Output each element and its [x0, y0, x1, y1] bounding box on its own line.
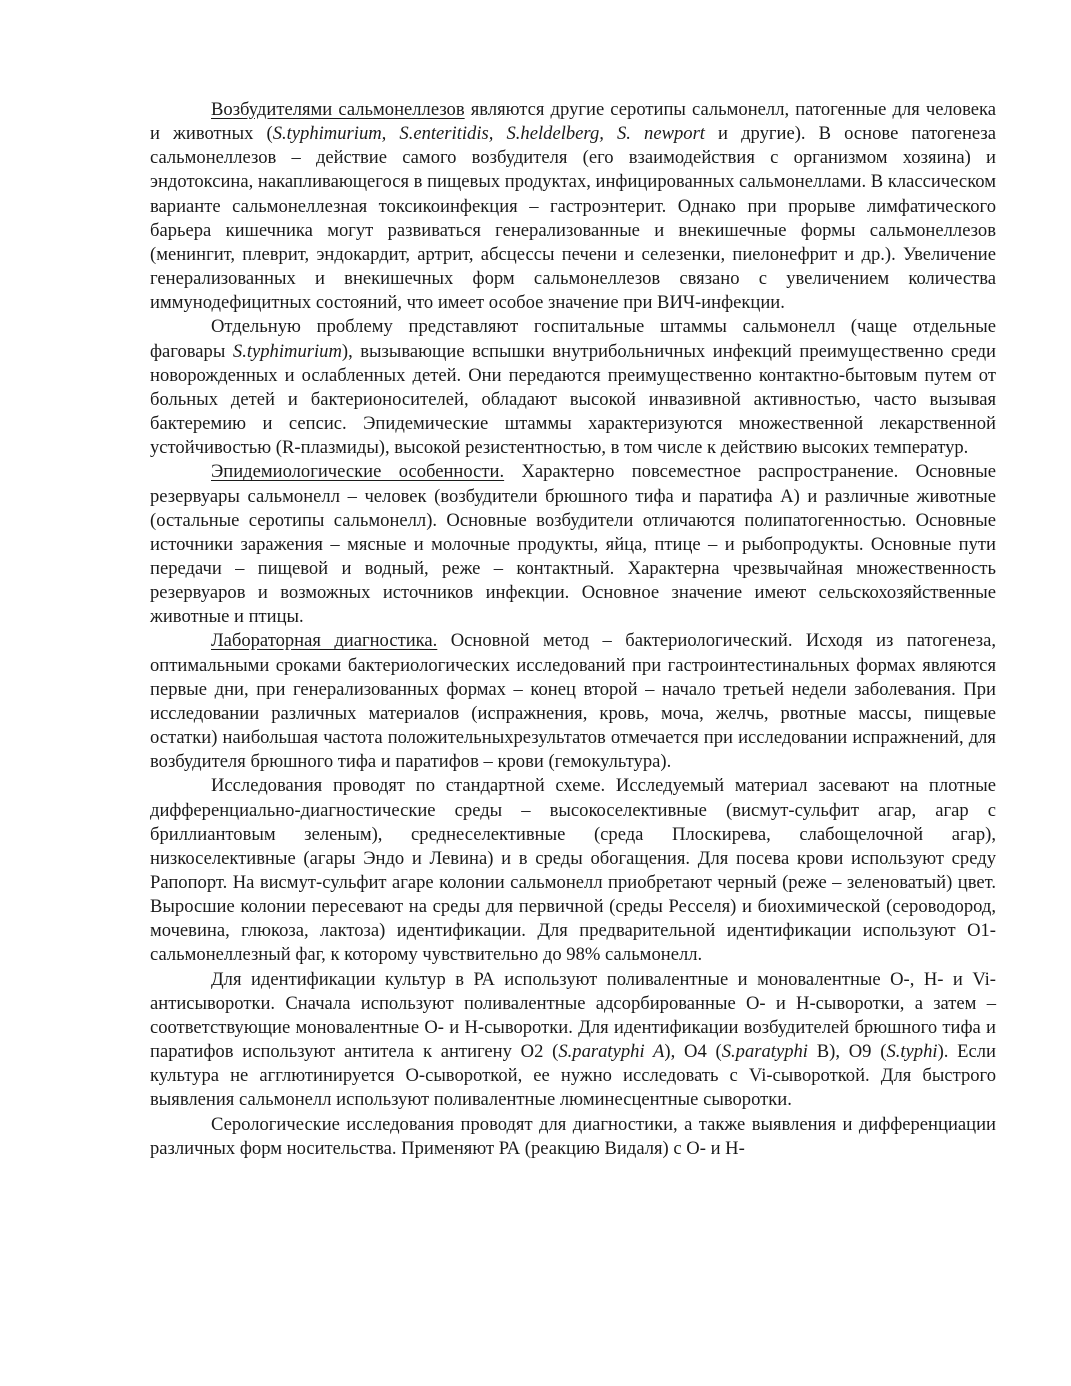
- text-run: ), вызывающие вспышки внутрибольничных инфекций преимущественно среди новорожденных и ослабленных детей. Они передаются преимущественно контактно-бытовым путем от больных детей и бактерионосителей, обладают высокой инвазивной активностью, часто вызывая бактеремию и сепсис. Эпидемические штаммы характеризуются множественной лекарственной устойчивостью (R-плазмиды), высокой резистентностью, в том числе к действию высоких температур.: [150, 340, 996, 459]
- text-run: Серологические исследования проводят для диагностики, а также выявления и дифференциации различных форм носительства. Применяют РА (реакцию Видаля) с О- и Н-: [150, 1113, 996, 1159]
- text-run: Основной метод – бактериологический. Исходя из патогенеза, оптимальными сроками бактериологических исследований при гастроинтестинальных формах являются первые дни, при генерализованных формах – конец второй – начало третьей недели заболевания. При исследовании различных материалов (испражнения, кровь, моча, желчь, рвотные массы, пищевые остатки) наибольшая частота положительныхрезультатов отмечается при исследовании испражнений, для возбудителя брюшного тифа и паратифов – крови (гемокультура).: [150, 630, 996, 773]
- species-name: S.paratyphi A: [558, 1041, 665, 1063]
- text-run: В), О9 (: [807, 1041, 887, 1063]
- paragraph-identification: [150, 968, 996, 1113]
- species-name: S.typhimurium: [232, 340, 342, 362]
- paragraph-lab-diagnostics: [150, 629, 996, 774]
- text-run: Характерно повсеместное распространение. Основные резервуары сальмонелл – человек (возбудители брюшного тифа и паратифа А) и различные животные (остальные серотипы сальмонелл). Основные возбудители отличаются полипатогенностью. Основные источники заражения – мясные и молочные продукты, яйца, птице – и рыбопродукты. Основные пути передачи – пищевой и водный, реже – контактный. Характерна чрезвычайная множественность резервуаров и возможных источников инфекции. Основное значение имеют сельскохозяйственные животные и птицы.: [150, 461, 996, 628]
- species-names: S.typhimurium, S.enteritidis, S.heldelberg, S. newport: [272, 123, 705, 145]
- species-name: S.typhi: [886, 1041, 938, 1063]
- text-run: Исследования проводят по стандартной схеме. Исследуемый материал засевают на плотные дифференциально-диагностические среды – высокоселективные (висмут-сульфит агар, агар с бриллиантовым зеленым), среднеселективные (среда Плоскирева, слабощелочной агар), низкоселективные (агары Эндо и Левина) и в среды обогащения. Для посева крови используют среду Рапопорт. На висмут-сульфит агаре колонии сальмонелл приобретают черный (реже – зеленоватый) цвет. Выросшие колонии пересевают на среды для первичной (среды Ресселя) и биохимической (сероводород, мочевина, глюкоза, лактоза) идентификации. Для предварительной идентификации используют О1-сальмонеллезный фаг, к которому чувствительно до 98% сальмонелл.: [150, 775, 996, 966]
- text-run: Для идентификации культур в РА используют поливалентные и моновалентные О-, Н- и Vi-антисыворотки. Сначала используют поливалентные адсорбированные О- и Н-сыворотки, а затем – соответствующие моновалентные О- и Н-сыворотки. Для идентификации возбудителей брюшного тифа и паратифов используют антитела к антигену О2 (: [150, 968, 996, 1063]
- text-run: являются другие серотипы сальмонелл, патогенные для человека и животных (: [150, 99, 996, 145]
- text-run: Отдельную проблему представляют госпитальные штаммы сальмонелл (чаще отдельные фаговары: [150, 316, 996, 362]
- paragraph-hospital-strains: [150, 315, 996, 460]
- paragraph-pathogens: [150, 98, 996, 315]
- heading-lab-diagnostics: Лабораторная диагностика.: [211, 630, 438, 652]
- heading-epidemiology: Эпидемиологические особенности.: [211, 461, 505, 483]
- paragraph-standard-scheme: [150, 774, 996, 967]
- text-run: ), О4 (: [664, 1041, 722, 1063]
- text-run: и другие). В основе патогенеза сальмонеллезов – действие самого возбудителя (его взаимодействия с организмом хозяина) и эндотоксина, накапливающегося в пищевых продуктах, инфицированных сальмонеллами. В классическом варианте сальмонеллезная токсикоинфекция – гастроэнтерит. Однако при прорыве лимфатического барьера кишечника могут развиваться генерализованные и внекишечные формы сальмонеллезов (менингит, плеврит, эндокардит, артрит, абсцессы печени и селезенки, пиелонефрит и др.). Увеличение генерализованных и внекишечных форм сальмонеллезов связано с увеличением количества иммунодефицитных состояний, что имеет особое значение при ВИЧ-инфекции.: [150, 123, 996, 314]
- paragraph-serology: [150, 1113, 996, 1161]
- paragraph-epidemiology: [150, 460, 996, 629]
- heading-pathogens: Возбудителями сальмонеллезов: [211, 99, 465, 120]
- species-name: S.paratyphi: [721, 1041, 808, 1063]
- text-run: ). Если культура не агглютинируется О-сывороткой, ее нужно исследовать с Vi-сывороткой. Для быстрого выявления сальмонелл используют поливалентные люминесцентные сыворотки.: [150, 1041, 997, 1111]
- document-page: [150, 98, 996, 1161]
